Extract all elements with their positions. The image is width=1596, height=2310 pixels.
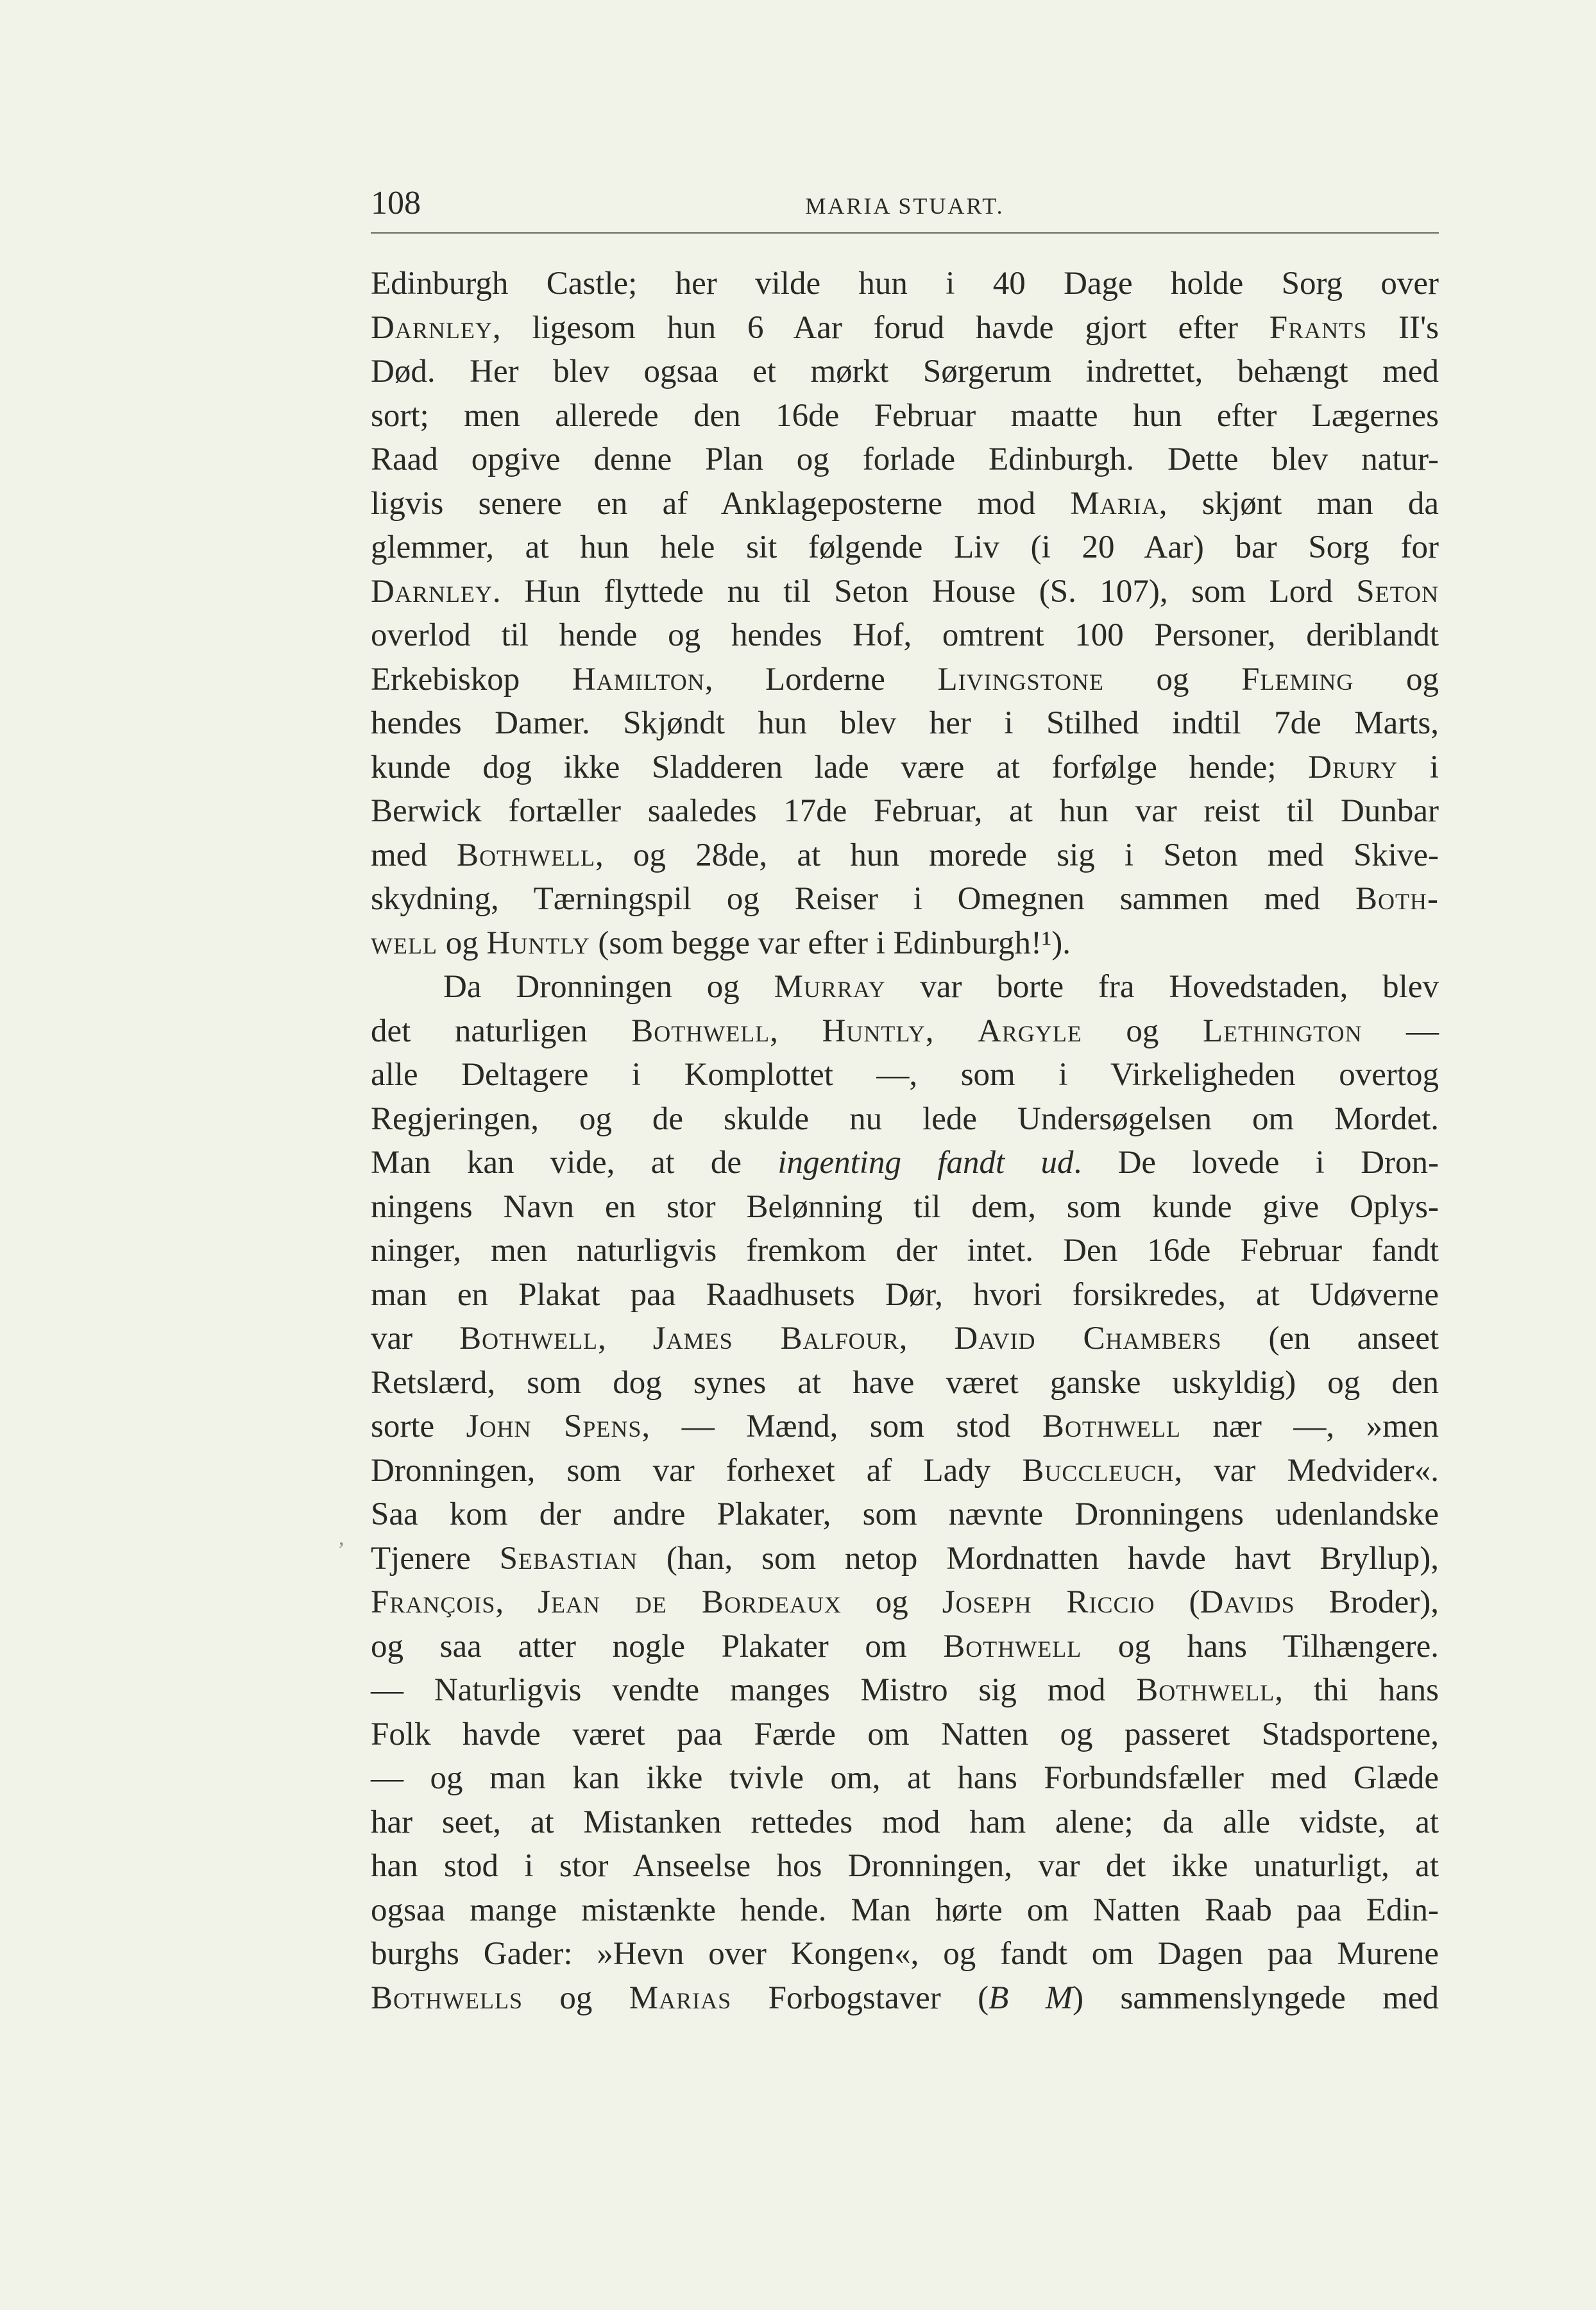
text-run: Forbogstaver ( xyxy=(731,1980,989,2016)
text-line xyxy=(371,1053,1439,1097)
name-small-caps: Huntly xyxy=(486,925,590,961)
text-run: Tjenere xyxy=(371,1540,500,1577)
text-line xyxy=(371,438,1439,482)
header-rule xyxy=(371,232,1439,234)
text-run: med xyxy=(371,837,457,873)
text-run: Raad opgive denne Plan og forlade Edinburgh. Dette blev natur- xyxy=(371,441,1439,477)
text-line xyxy=(371,965,1439,1009)
name-small-caps: Murray xyxy=(774,969,886,1005)
name-small-caps: Jean de Bordeaux xyxy=(538,1584,842,1620)
name-small-caps: Seton xyxy=(1356,573,1439,610)
text-run: og xyxy=(522,1980,629,2016)
name-small-caps: Livingstone xyxy=(937,661,1104,697)
text-line xyxy=(371,1756,1439,1801)
text-run: , Lorderne xyxy=(704,661,938,697)
text-line xyxy=(371,1537,1439,1581)
text-line xyxy=(371,1405,1439,1449)
text-run: Folk havde været paa Færde om Natten og passeret Stadsportene, xyxy=(371,1716,1439,1752)
text-line xyxy=(371,1580,1439,1625)
text-run: Regjeringen, og de skulde nu lede Undersøgelsen om Mordet. xyxy=(371,1100,1439,1137)
text-run: ningens Navn en stor Belønning til dem, som kunde give Oplys- xyxy=(371,1188,1439,1225)
name-small-caps: Maria xyxy=(1070,485,1159,522)
text-run: kunde dog ikke Sladderen lade være at forfølge hende; xyxy=(371,749,1309,785)
name-small-caps: John Spens xyxy=(466,1408,642,1444)
italic-text: ingenting fandt ud xyxy=(777,1145,1074,1181)
text-run: Edinburgh Castle; her vilde hun i 40 Dage holde Sorg over xyxy=(371,266,1439,302)
name-small-caps: Hamilton xyxy=(572,661,705,697)
text-run: og xyxy=(1354,661,1439,697)
text-run: Saa kom der andre Plakater, som nævnte Dronningens udenlandske xyxy=(371,1496,1439,1532)
text-run: (som begge var efter i Edinburgh!¹). xyxy=(590,925,1071,961)
text-run: og saa atter nogle Plakater om xyxy=(371,1628,944,1664)
text-line xyxy=(371,1185,1439,1229)
margin-mark: , xyxy=(339,1526,344,1550)
text-line xyxy=(371,877,1439,921)
text-line xyxy=(371,1449,1439,1493)
text-run: Man kan vide, at de xyxy=(371,1145,778,1181)
name-small-caps: Bothwells xyxy=(371,1980,523,2016)
text-run: og xyxy=(1082,1013,1203,1049)
text-run: Berwick fortæller saaledes 17de Februar, at hun var reist til Dunbar xyxy=(371,793,1439,829)
text-run: sort; men allerede den 16de Februar maatte hun efter Lægernes xyxy=(371,397,1439,434)
text-line xyxy=(371,746,1439,790)
name-small-caps: Frants xyxy=(1269,309,1368,346)
text-line xyxy=(371,394,1439,438)
name-small-caps: Huntly xyxy=(822,1013,926,1049)
text-line xyxy=(371,1844,1439,1888)
name-small-caps: David Chambers xyxy=(954,1321,1222,1356)
text-run: , xyxy=(770,1013,822,1049)
text-run: Dronningen, som var forhexet af Lady xyxy=(371,1452,1023,1489)
text-line xyxy=(371,701,1439,746)
text-run: ( xyxy=(1155,1584,1200,1620)
text-run: og xyxy=(1103,661,1242,697)
text-run: og xyxy=(841,1584,942,1620)
text-run: , xyxy=(899,1321,955,1356)
text-run: , xyxy=(495,1584,538,1620)
text-run: (en anseet xyxy=(1221,1321,1439,1356)
name-small-caps: well xyxy=(371,925,437,961)
name-small-caps: Both- xyxy=(1355,881,1439,917)
text-line xyxy=(371,1932,1439,1976)
text-line xyxy=(371,1493,1439,1537)
text-line xyxy=(371,1009,1439,1054)
name-small-caps: Buccleuch xyxy=(1022,1452,1175,1489)
text-run: . De lovede i Dron- xyxy=(1073,1145,1439,1181)
text-run: og hans Tilhængere. xyxy=(1082,1628,1439,1664)
name-small-caps: Bothwell xyxy=(457,837,595,873)
text-run: Død. Her blev ogsaa et mørkt Sørgerum indrettet, behængt med xyxy=(371,354,1439,389)
text-run: det naturligen xyxy=(371,1013,632,1049)
text-line xyxy=(371,1229,1439,1273)
text-run: i xyxy=(1398,749,1439,785)
text-run: skydning, Tærningspil og Reiser i Omegnen sammen med xyxy=(371,881,1355,917)
text-line xyxy=(371,1888,1439,1933)
text-line xyxy=(371,1713,1439,1757)
name-small-caps: Bothwell xyxy=(459,1321,598,1356)
text-line xyxy=(371,1317,1439,1361)
text-line xyxy=(371,482,1439,526)
name-small-caps: Davids xyxy=(1200,1584,1295,1620)
name-small-caps: Bothwell xyxy=(631,1013,770,1049)
name-small-caps: Marias xyxy=(629,1980,732,2016)
text-line xyxy=(371,1097,1439,1142)
text-run: . Hun flyttede nu til Seton House (S. 107), som Lord xyxy=(492,573,1357,610)
text-run: — Naturligvis vendte manges Mistro sig mod xyxy=(371,1672,1137,1708)
text-run: , xyxy=(598,1321,653,1356)
text-run: , ligesom hun 6 Aar forud havde gjort efter xyxy=(492,309,1269,346)
text-run: ligvis senere en af Anklageposterne mod xyxy=(371,485,1071,522)
text-run: hendes Damer. Skjøndt hun blev her i Stilhed indtil 7de Marts, xyxy=(371,705,1439,741)
text-line xyxy=(371,1801,1439,1845)
text-run: — og man kan ikke tvivle om, at hans Forbundsfæller med Glæde xyxy=(371,1760,1439,1796)
name-small-caps: Lethington xyxy=(1203,1013,1363,1049)
text-run: — xyxy=(1362,1013,1439,1049)
text-line xyxy=(371,306,1439,350)
text-run: han stod i stor Anseelse hos Dronningen, var det ikke unaturligt, at xyxy=(371,1848,1439,1884)
text-run: var xyxy=(371,1321,460,1356)
name-small-caps: Sebastian xyxy=(499,1540,638,1577)
name-small-caps: Fleming xyxy=(1241,661,1354,697)
text-run: sorte xyxy=(371,1408,466,1444)
text-run: , skjønt man da xyxy=(1159,485,1439,522)
text-line xyxy=(371,1273,1439,1317)
text-run: overlod til hende og hendes Hof, omtrent 100 Personer, deriblandt xyxy=(371,617,1439,653)
text-line xyxy=(371,1141,1439,1185)
text-run: alle Deltagere i Komplottet —, som i Virkeligheden overtog xyxy=(371,1057,1439,1093)
text-line xyxy=(371,1976,1439,2021)
page-number: 108 xyxy=(371,185,421,221)
text-run: , — Mænd, som stod xyxy=(641,1408,1042,1444)
name-small-caps: Bothwell xyxy=(1042,1408,1181,1444)
name-small-caps: Bothwell xyxy=(1136,1672,1275,1708)
text-run: Da Dronningen og xyxy=(443,969,774,1005)
name-small-caps: François xyxy=(371,1584,496,1620)
name-small-caps: Bothwell xyxy=(943,1628,1082,1664)
text-run: , og 28de, at hun morede sig i Seton med Skive- xyxy=(595,837,1439,873)
text-line xyxy=(371,1625,1439,1669)
text-run: Broder), xyxy=(1295,1584,1439,1620)
text-run: har seet, at Mistanken rettedes mod ham alene; da alle vidste, at xyxy=(371,1804,1439,1840)
text-run: var borte fra Hovedstaden, blev xyxy=(885,969,1439,1005)
text-line xyxy=(371,613,1439,658)
text-run: nær —, »men xyxy=(1180,1408,1439,1444)
name-small-caps: Argyle xyxy=(978,1013,1082,1049)
text-line xyxy=(371,526,1439,570)
text-run: man en Plakat paa Raadhusets Dør, hvori forsikredes, at Udøverne xyxy=(371,1276,1439,1313)
text-line xyxy=(371,658,1439,702)
text-run: ogsaa mange mistænkte hende. Man hørte om Natten Raab paa Edin- xyxy=(371,1892,1439,1928)
text-run: glemmer, at hun hele sit følgende Liv (i 20 Aar) bar Sorg for xyxy=(371,529,1439,565)
text-line xyxy=(371,1668,1439,1713)
text-run: , var Medvider«. xyxy=(1174,1452,1439,1489)
text-line xyxy=(371,1361,1439,1405)
text-run: II's xyxy=(1367,309,1439,346)
name-small-caps: Drury xyxy=(1308,749,1398,785)
text-line xyxy=(371,789,1439,834)
name-small-caps: Darnley xyxy=(371,309,493,346)
name-small-caps: Joseph Riccio xyxy=(942,1584,1155,1620)
body-text xyxy=(371,262,1439,2020)
text-run: og xyxy=(437,925,487,961)
text-line xyxy=(371,350,1439,394)
text-line xyxy=(371,262,1439,306)
text-line xyxy=(371,570,1439,614)
text-run: Erkebiskop xyxy=(371,661,572,697)
text-run: ) sammenslyngede med xyxy=(1073,1980,1439,2016)
text-line xyxy=(371,834,1439,878)
text-run: Retslærd, som dog synes at have været ganske uskyldig) og den xyxy=(371,1364,1439,1401)
name-small-caps: Darnley xyxy=(371,573,493,610)
italic-text: B M xyxy=(989,1980,1073,2016)
running-title: MARIA STUART. xyxy=(805,193,1005,219)
text-run: , thi hans xyxy=(1275,1672,1439,1708)
text-run: , xyxy=(925,1013,978,1049)
text-run: burghs Gader: »Hevn over Kongen«, og fandt om Dagen paa Murene xyxy=(371,1936,1439,1972)
text-run: (han, som netop Mordnatten havde havt Bryllup), xyxy=(637,1540,1439,1577)
name-small-caps: James Balfour xyxy=(652,1321,899,1356)
page-header xyxy=(371,181,1439,226)
text-line xyxy=(371,921,1439,966)
text-run: ninger, men naturligvis fremkom der intet. Den 16de Februar fandt xyxy=(371,1233,1439,1269)
